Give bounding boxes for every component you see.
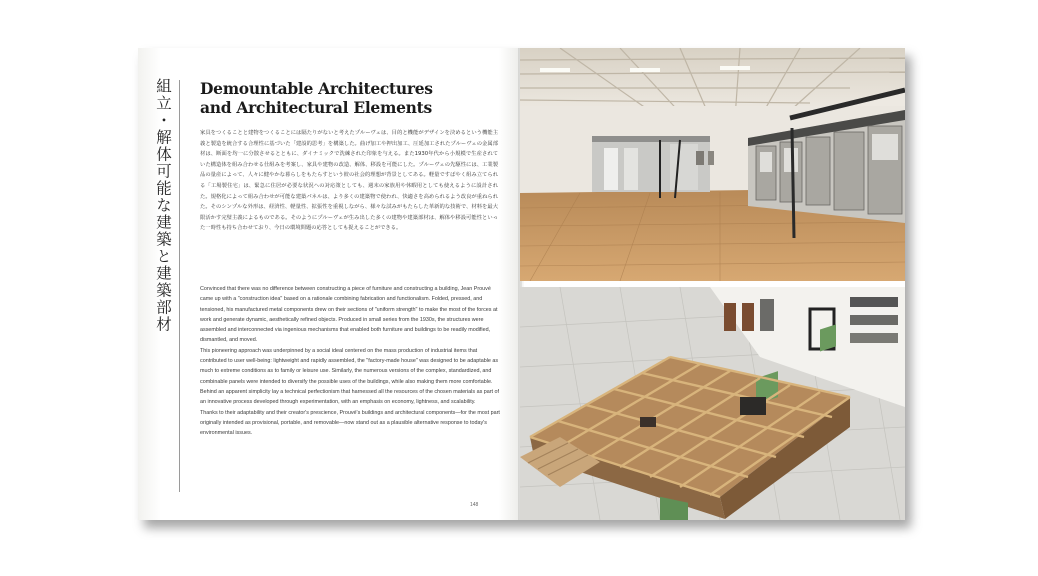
english-paragraph: Thanks to their adaptability and their creator's prescience, Prouvé's buildings and architectural components—for the most part originally intended as provisional, portable, and removable—now stand out as a plausible alternative response to today's environmental issues. [200,409,500,437]
english-paragraph: This pioneering approach was underpinned by a social ideal centered on the mass production of industrial items that contributed to user well-being: lightweight and rapidly assembled, the "factory-made house" was designed to be adaptable as much to extreme conditions as to family or leisure use. Similarly, the numerous versions of the complex, standardized, and combinable panels were intended to diversify the possible uses of the buildings, while also making them more comfortable. Behind an apparent simplicity lay a technical perfectionism that harnessed all the resources of the chosen materials as part of an innovative process developed through experimentation, with an emphasis on economy, lightness, and scalability. [200,347,500,406]
vertical-japanese-title: 組立・解体可能な建築と建築部材 [154,78,172,333]
page-title [200,79,500,117]
left-page [138,48,522,520]
title-line-1: Demountable Architectures [200,79,433,98]
book-spread [138,48,905,520]
exhibition-hall-image [520,48,905,281]
page-number: 148 [470,502,479,508]
gallery-photo-top [520,48,905,281]
title-line-2: and Architectural Elements [200,98,432,117]
timber-house-structure-image [520,287,905,520]
english-body-text [200,284,500,438]
japanese-body-text: 家具をつくることと建物をつくることには隔たりがないと考えたプルーヴェは、目的と機能がデザインを決めるという機能主義と製造を統合する合理性に基づいた「建設的思考」を構築した。曲げ加工や押出加工、圧延加工されたプルーヴェの金属部材は、断面を均一に分散させるとともに、ダイナミックで洗練された印象を与える。また1930年代から小規模で生産されていた構造体を組み合わせる仕組みを考案し、家具や建物の改造、解体、移設を可能にした。プルーヴェの先駆性には、工業製品の量産によって、人々に健やかな暮らしをもたらすという彼の社会的理想が背景としてある。軽量ですばやく組み立てられる「工場製住宅」は、緊急に住居が必要な状況への対応策としても、週末の家族用や休暇用としても使えるように設計された。規格化によって組み合わせが可能な建築パネルは、より多くの建築物で使われ、快適さを高められるよう改良が重ねられた。そのシンプルな外形は、経済性、軽量性、拡張性を重視しながら、様々な試みがもたらした革新的な技術で、材料を最大限活かす完璧主義によるものである。そのようにプルーヴェが生み出した多くの建物や建築部材は、解体や移設可能性といった一時性も持ち合わせており、今日の環境問題の応答としても捉えることができる。 [200,130,498,232]
gallery-photo-bottom [520,287,905,520]
english-paragraph: Convinced that there was no difference between constructing a piece of furniture and constructing a building, Jean Prouvé came up with a "construction idea" based on a rationale combining fabrication and functionalism. Folded, pressed, and tensioned, his manufactured metal components drew on their sections of "uniform strength" to make the most of the forces at work and generate dynamic, aesthetically refined objects. Produced in small series from the 1930s, the structures were assembled and interconnected via ingenious mechanisms that enabled both furniture and buildings to be readily modified, dismantled, and moved. [200,286,498,344]
vertical-rule [179,80,180,492]
right-page [524,48,905,520]
